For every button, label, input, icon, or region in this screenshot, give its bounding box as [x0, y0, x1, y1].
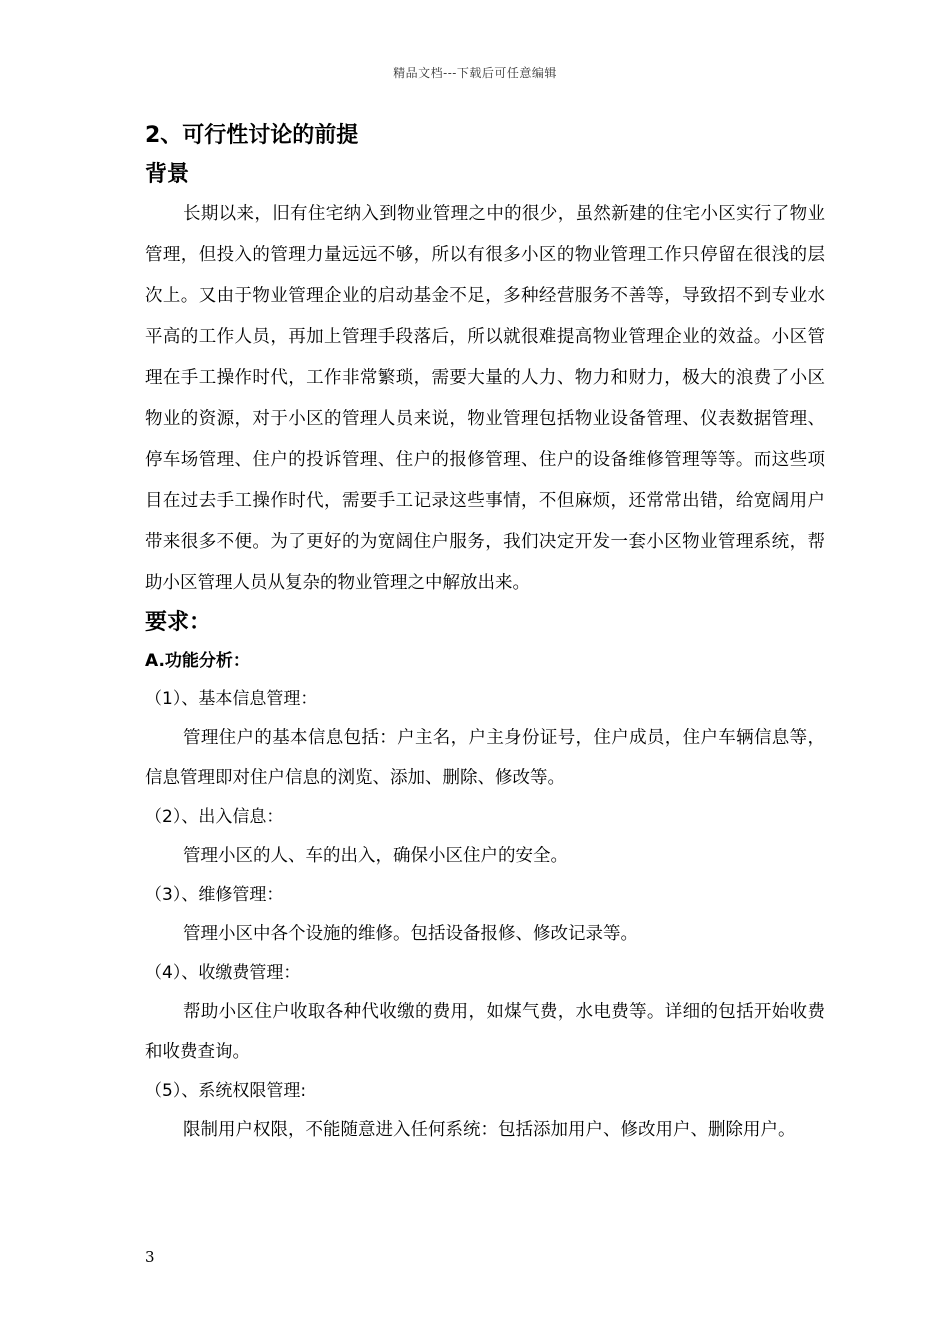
item-label-basic-info: （1）、基本信息管理：	[145, 689, 318, 709]
background-heading: 背景	[145, 162, 190, 187]
item-label-permissions: （5）、系统权限管理:	[145, 1081, 307, 1101]
analysis-heading: A.功能分析：	[145, 651, 250, 671]
item-text-access-info: 管理小区的人、车的出入，确保小区住户的安全。	[183, 846, 568, 866]
item-label-maintenance: （3）、维修管理：	[145, 885, 284, 905]
item-text-permissions: 限制用户权限，不能随意进入任何系统：包括添加用户、修改用户、删除用户。	[183, 1120, 796, 1140]
item-text-basic-info: 管理住户的基本信息包括：户主名，户主身份证号，住户成员，住户车辆信息等，信息管理即对住户信息的浏览、添加、删除、修改等。	[145, 728, 825, 788]
item-text-maintenance: 管理小区中各个设施的维修。包括设备报修、修改记录等。	[183, 924, 638, 944]
section-title: 2、可行性讨论的前提	[145, 123, 359, 148]
item-text-fee-management: 帮助小区住户收取各种代收缴的费用，如煤气费，水电费等。详细的包括开始收费和收费查询。	[145, 1002, 825, 1062]
item-label-fee-management: （4）、收缴费管理：	[145, 963, 301, 983]
background-paragraph: 长期以来，旧有住宅纳入到物业管理之中的很少，虽然新建的住宅小区实行了物业管理，但投入的管理力量远远不够，所以有很多小区的物业管理工作只停留在很浅的层次上。又由于物业管理企业的启动基金不足，多种经营服务不善等，导致招不到专业水平高的工作人员，再加上管理手段落后，所以就很难提高物业管理企业的效益。小区管理在手工操作时代，工作非常繁琐，需要大量的人力、物力和财力，极大的浪费了小区物业的资源，对于小区的管理人员来说，物业管理包括物业设备管理、仪表数据管理、停车场管理、住户的投诉管理、住户的报修管理、住户的设备维修管理等等。而这些项目在过去手工操作时代，需要手工记录这些事情，不但麻烦，还常常出错，给宽阔用户带来很多不便。为了更好的为宽阔住户服务，我们决定开发一套小区物业管理系统，帮助小区管理人员从复杂的物业管理之中解放出来。	[145, 204, 825, 593]
page-header: 精品文档---下载后可任意编辑	[393, 66, 557, 80]
requirements-heading: 要求：	[145, 610, 212, 635]
document-body	[145, 118, 825, 1150]
item-label-access-info: （2）、出入信息：	[145, 807, 284, 827]
page-number: 3	[145, 1248, 155, 1266]
